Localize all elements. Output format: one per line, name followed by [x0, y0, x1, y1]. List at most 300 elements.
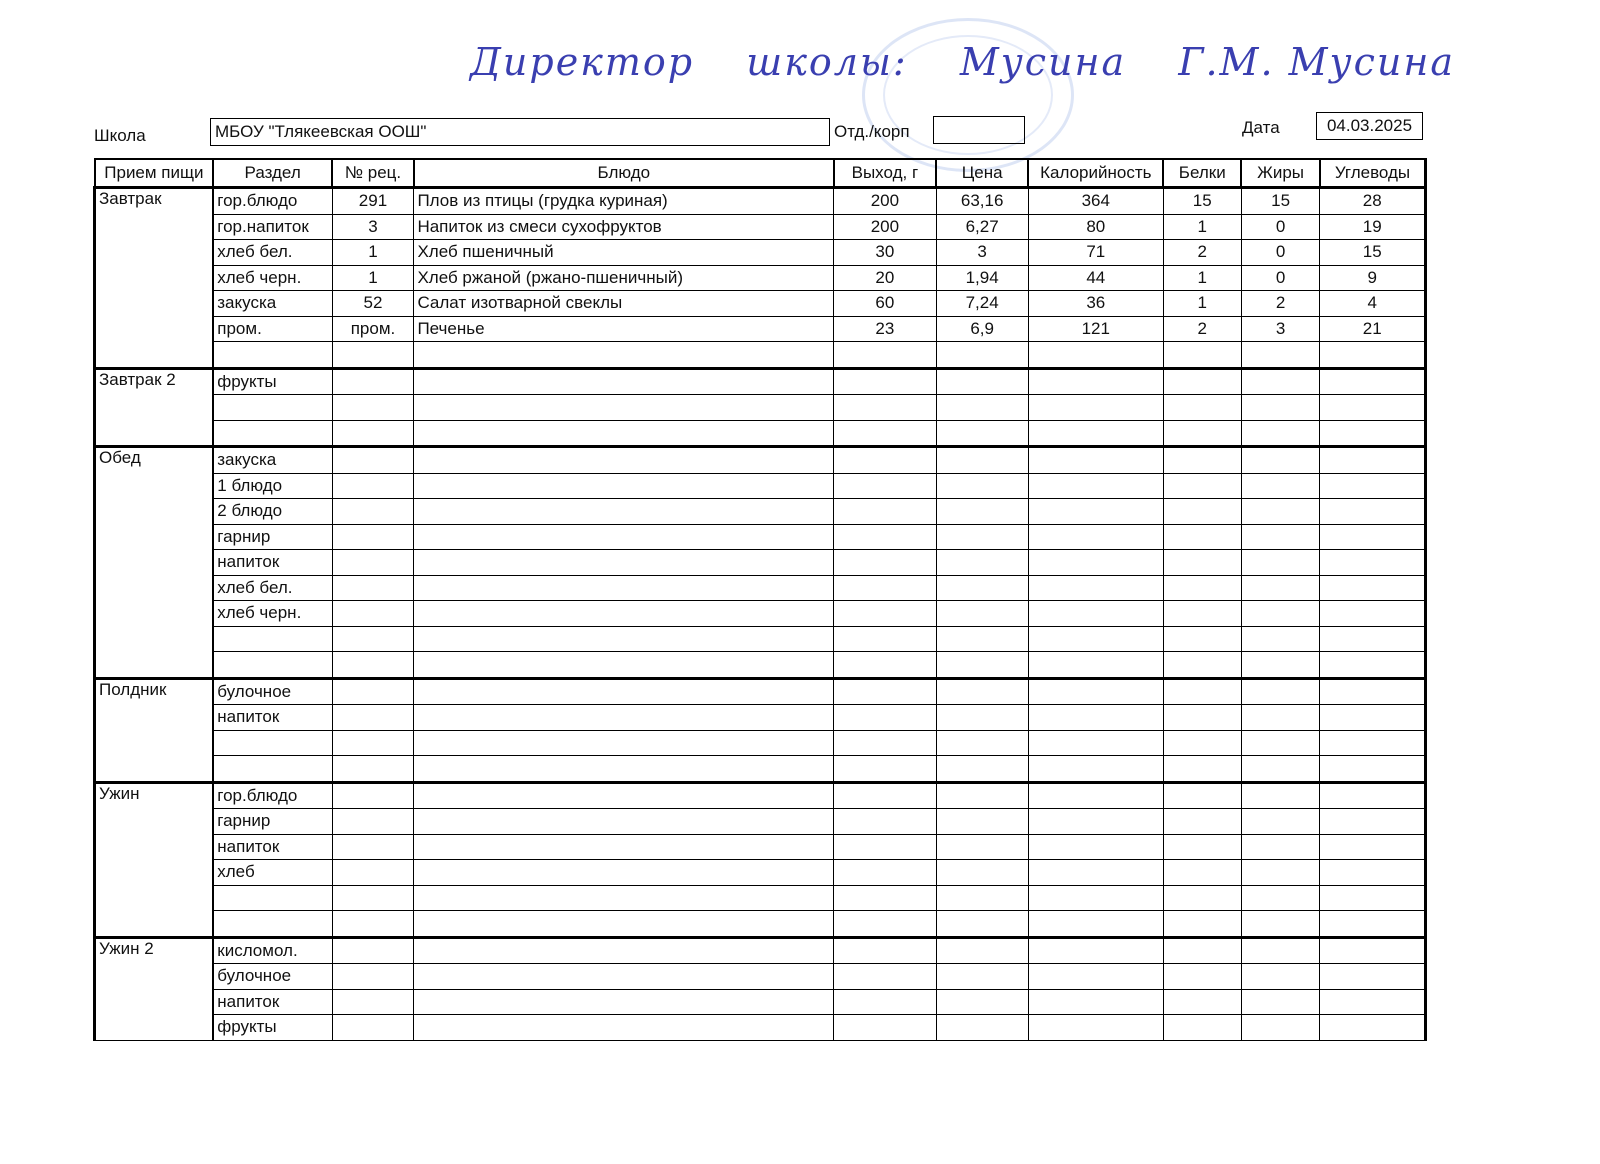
- fat-cell: [1241, 368, 1320, 395]
- dish-cell: [414, 524, 834, 550]
- fat-cell: [1241, 782, 1320, 809]
- carbs-cell: [1320, 652, 1426, 679]
- price-cell: [936, 575, 1028, 601]
- dish-cell: [414, 499, 834, 525]
- yield-cell: 200: [834, 188, 936, 215]
- meal-name-cell: Полдник: [95, 678, 214, 782]
- recipe-no-cell: [332, 860, 414, 886]
- fat-cell: 0: [1241, 265, 1320, 291]
- recipe-no-cell: 52: [332, 291, 414, 317]
- section-cell: пром.: [213, 316, 332, 342]
- calories-cell: [1028, 601, 1163, 627]
- price-cell: [936, 473, 1028, 499]
- recipe-no-cell: [332, 626, 414, 652]
- protein-cell: [1163, 911, 1241, 938]
- protein-cell: [1163, 964, 1241, 990]
- protein-cell: [1163, 342, 1241, 369]
- section-cell: [213, 730, 332, 756]
- col-header-fat: Жиры: [1241, 159, 1320, 188]
- yield-cell: [834, 756, 936, 783]
- yield-cell: [834, 705, 936, 731]
- price-cell: [936, 809, 1028, 835]
- fat-cell: [1241, 809, 1320, 835]
- carbs-cell: [1320, 834, 1426, 860]
- carbs-cell: [1320, 342, 1426, 369]
- carbs-cell: [1320, 499, 1426, 525]
- table-row: [95, 756, 1426, 783]
- table-row: [95, 911, 1426, 938]
- recipe-no-cell: [332, 395, 414, 421]
- carbs-cell: 19: [1320, 214, 1426, 240]
- price-cell: [936, 420, 1028, 447]
- section-cell: хлеб черн.: [213, 601, 332, 627]
- dish-cell: [414, 678, 834, 705]
- table-row: [95, 885, 1426, 911]
- section-cell: кисломол.: [213, 937, 332, 964]
- section-cell: булочное: [213, 678, 332, 705]
- price-cell: [936, 678, 1028, 705]
- signature-autograph: Мусина: [959, 40, 1127, 84]
- calories-cell: [1028, 705, 1163, 731]
- table-header-row: [95, 159, 1426, 188]
- table-row: [95, 809, 1426, 835]
- yield-cell: 200: [834, 214, 936, 240]
- section-cell: [213, 911, 332, 938]
- table-row: [95, 499, 1426, 525]
- calories-cell: [1028, 499, 1163, 525]
- table-row: [95, 652, 1426, 679]
- col-header-section: Раздел: [213, 159, 332, 188]
- calories-cell: [1028, 989, 1163, 1015]
- protein-cell: [1163, 705, 1241, 731]
- fat-cell: 2: [1241, 291, 1320, 317]
- meal-name-cell: Обед: [95, 447, 214, 679]
- calories-cell: [1028, 834, 1163, 860]
- protein-cell: [1163, 756, 1241, 783]
- table-row: [95, 550, 1426, 576]
- protein-cell: 1: [1163, 265, 1241, 291]
- calories-cell: [1028, 678, 1163, 705]
- section-cell: гарнир: [213, 524, 332, 550]
- school-label: Школа: [94, 126, 146, 145]
- protein-cell: 2: [1163, 240, 1241, 266]
- recipe-no-cell: [332, 705, 414, 731]
- carbs-cell: [1320, 395, 1426, 421]
- price-cell: [936, 860, 1028, 886]
- fat-cell: [1241, 473, 1320, 499]
- section-cell: гарнир: [213, 809, 332, 835]
- yield-cell: [834, 368, 936, 395]
- calories-cell: [1028, 782, 1163, 809]
- dish-cell: [414, 626, 834, 652]
- yield-cell: [834, 809, 936, 835]
- dish-cell: Салат изотварной свеклы: [414, 291, 834, 317]
- dish-cell: [414, 885, 834, 911]
- fat-cell: [1241, 705, 1320, 731]
- recipe-no-cell: [332, 911, 414, 938]
- section-cell: 2 блюдо: [213, 499, 332, 525]
- section-cell: [213, 626, 332, 652]
- section-cell: напиток: [213, 834, 332, 860]
- carbs-cell: 21: [1320, 316, 1426, 342]
- yield-cell: [834, 342, 936, 369]
- yield-cell: [834, 395, 936, 421]
- protein-cell: [1163, 678, 1241, 705]
- calories-cell: [1028, 860, 1163, 886]
- section-cell: напиток: [213, 705, 332, 731]
- protein-cell: [1163, 420, 1241, 447]
- yield-cell: [834, 678, 936, 705]
- yield-cell: [834, 964, 936, 990]
- dish-cell: [414, 989, 834, 1015]
- dish-cell: [414, 575, 834, 601]
- carbs-cell: [1320, 601, 1426, 627]
- table-row: [95, 265, 1426, 291]
- dish-cell: [414, 601, 834, 627]
- fat-cell: [1241, 652, 1320, 679]
- recipe-no-cell: [332, 601, 414, 627]
- dish-cell: [414, 911, 834, 938]
- fat-cell: [1241, 601, 1320, 627]
- carbs-cell: [1320, 575, 1426, 601]
- price-cell: [936, 368, 1028, 395]
- recipe-no-cell: пром.: [332, 316, 414, 342]
- recipe-no-cell: [332, 809, 414, 835]
- fat-cell: [1241, 989, 1320, 1015]
- table-row: [95, 626, 1426, 652]
- section-cell: [213, 652, 332, 679]
- table-row: [95, 575, 1426, 601]
- carbs-cell: [1320, 1015, 1426, 1041]
- signature-school: школы:: [746, 40, 908, 84]
- carbs-cell: [1320, 447, 1426, 474]
- calories-cell: 80: [1028, 214, 1163, 240]
- fat-cell: [1241, 964, 1320, 990]
- calories-cell: 44: [1028, 265, 1163, 291]
- section-cell: фрукты: [213, 368, 332, 395]
- price-cell: 1,94: [936, 265, 1028, 291]
- section-cell: закуска: [213, 447, 332, 474]
- section-cell: [213, 342, 332, 369]
- yield-cell: 20: [834, 265, 936, 291]
- protein-cell: [1163, 1015, 1241, 1041]
- carbs-cell: [1320, 756, 1426, 783]
- section-cell: напиток: [213, 989, 332, 1015]
- recipe-no-cell: [332, 368, 414, 395]
- section-cell: хлеб черн.: [213, 265, 332, 291]
- calories-cell: [1028, 368, 1163, 395]
- yield-cell: [834, 447, 936, 474]
- calories-cell: [1028, 342, 1163, 369]
- yield-cell: [834, 885, 936, 911]
- carbs-cell: [1320, 420, 1426, 447]
- table-row: [95, 240, 1426, 266]
- protein-cell: [1163, 834, 1241, 860]
- price-cell: 63,16: [936, 188, 1028, 215]
- recipe-no-cell: [332, 499, 414, 525]
- price-cell: 3: [936, 240, 1028, 266]
- fat-cell: 3: [1241, 316, 1320, 342]
- protein-cell: [1163, 652, 1241, 679]
- protein-cell: [1163, 550, 1241, 576]
- recipe-no-cell: 291: [332, 188, 414, 215]
- recipe-no-cell: [332, 989, 414, 1015]
- protein-cell: [1163, 499, 1241, 525]
- dish-cell: [414, 447, 834, 474]
- fat-cell: [1241, 911, 1320, 938]
- recipe-no-cell: [332, 678, 414, 705]
- table-row: [95, 678, 1426, 705]
- col-header-protein: Белки: [1163, 159, 1241, 188]
- price-cell: [936, 834, 1028, 860]
- section-cell: гор.напиток: [213, 214, 332, 240]
- price-cell: [936, 937, 1028, 964]
- calories-cell: [1028, 756, 1163, 783]
- protein-cell: [1163, 601, 1241, 627]
- calories-cell: [1028, 575, 1163, 601]
- carbs-cell: 4: [1320, 291, 1426, 317]
- carbs-cell: [1320, 911, 1426, 938]
- dish-cell: Печенье: [414, 316, 834, 342]
- yield-cell: 23: [834, 316, 936, 342]
- carbs-cell: 15: [1320, 240, 1426, 266]
- calories-cell: [1028, 885, 1163, 911]
- section-cell: булочное: [213, 964, 332, 990]
- col-header-recipe-no: № рец.: [332, 159, 414, 188]
- section-cell: хлеб: [213, 860, 332, 886]
- protein-cell: 15: [1163, 188, 1241, 215]
- table-row: [95, 291, 1426, 317]
- meal-name-cell: Ужин 2: [95, 937, 214, 1040]
- table-row: [95, 188, 1426, 215]
- table-row: [95, 834, 1426, 860]
- calories-cell: [1028, 420, 1163, 447]
- calories-cell: [1028, 473, 1163, 499]
- carbs-cell: [1320, 809, 1426, 835]
- yield-cell: [834, 626, 936, 652]
- table-row: [95, 782, 1426, 809]
- yield-cell: [834, 860, 936, 886]
- meal-name-cell: Ужин: [95, 782, 214, 937]
- price-cell: [936, 989, 1028, 1015]
- date-field[interactable]: 04.03.2025: [1316, 112, 1423, 140]
- calories-cell: 36: [1028, 291, 1163, 317]
- dish-cell: [414, 730, 834, 756]
- dish-cell: [414, 420, 834, 447]
- table-row: [95, 524, 1426, 550]
- section-cell: 1 блюдо: [213, 473, 332, 499]
- table-row: [95, 860, 1426, 886]
- signature-title: Директор: [470, 40, 695, 84]
- school-field[interactable]: МБОУ "Тлякеевская ООШ": [210, 118, 830, 146]
- carbs-cell: [1320, 626, 1426, 652]
- yield-cell: [834, 601, 936, 627]
- calories-cell: [1028, 809, 1163, 835]
- table-row: [95, 730, 1426, 756]
- col-header-yield: Выход, г: [834, 159, 936, 188]
- fat-cell: [1241, 1015, 1320, 1041]
- yield-cell: [834, 524, 936, 550]
- section-cell: напиток: [213, 550, 332, 576]
- protein-cell: 2: [1163, 316, 1241, 342]
- price-cell: [936, 705, 1028, 731]
- price-cell: 6,9: [936, 316, 1028, 342]
- dish-cell: Плов из птицы (грудка куриная): [414, 188, 834, 215]
- price-cell: [936, 885, 1028, 911]
- dish-cell: [414, 1015, 834, 1041]
- carbs-cell: [1320, 885, 1426, 911]
- carbs-cell: [1320, 678, 1426, 705]
- price-cell: [936, 964, 1028, 990]
- carbs-cell: [1320, 964, 1426, 990]
- protein-cell: [1163, 809, 1241, 835]
- carbs-cell: [1320, 473, 1426, 499]
- dish-cell: [414, 342, 834, 369]
- protein-cell: 1: [1163, 214, 1241, 240]
- fat-cell: 0: [1241, 214, 1320, 240]
- yield-cell: [834, 1015, 936, 1041]
- col-header-calories: Калорийность: [1028, 159, 1163, 188]
- price-cell: [936, 524, 1028, 550]
- recipe-no-cell: [332, 447, 414, 474]
- carbs-cell: [1320, 368, 1426, 395]
- recipe-no-cell: [332, 937, 414, 964]
- section-cell: закуска: [213, 291, 332, 317]
- price-cell: [936, 782, 1028, 809]
- carbs-cell: [1320, 550, 1426, 576]
- recipe-no-cell: [332, 550, 414, 576]
- yield-cell: [834, 937, 936, 964]
- protein-cell: [1163, 473, 1241, 499]
- calories-cell: [1028, 964, 1163, 990]
- table-row: [95, 473, 1426, 499]
- fat-cell: 15: [1241, 188, 1320, 215]
- dish-cell: [414, 809, 834, 835]
- price-cell: [936, 447, 1028, 474]
- recipe-no-cell: [332, 652, 414, 679]
- protein-cell: [1163, 730, 1241, 756]
- col-header-meal: Прием пищи: [95, 159, 214, 188]
- yield-cell: [834, 782, 936, 809]
- calories-cell: [1028, 626, 1163, 652]
- table-row: [95, 316, 1426, 342]
- yield-cell: 60: [834, 291, 936, 317]
- dept-field[interactable]: [933, 116, 1025, 144]
- dish-cell: [414, 834, 834, 860]
- carbs-cell: [1320, 782, 1426, 809]
- table-row: [95, 1015, 1426, 1041]
- dish-cell: [414, 964, 834, 990]
- meal-name-cell: Завтрак: [95, 188, 214, 369]
- section-cell: гор.блюдо: [213, 782, 332, 809]
- dish-cell: [414, 782, 834, 809]
- table-row: [95, 447, 1426, 474]
- price-cell: [936, 1015, 1028, 1041]
- calories-cell: [1028, 524, 1163, 550]
- calories-cell: 71: [1028, 240, 1163, 266]
- carbs-cell: [1320, 730, 1426, 756]
- fat-cell: [1241, 342, 1320, 369]
- fat-cell: [1241, 524, 1320, 550]
- price-cell: [936, 601, 1028, 627]
- recipe-no-cell: [332, 756, 414, 783]
- fat-cell: [1241, 420, 1320, 447]
- carbs-cell: [1320, 524, 1426, 550]
- dish-cell: [414, 756, 834, 783]
- calories-cell: [1028, 937, 1163, 964]
- carbs-cell: 28: [1320, 188, 1426, 215]
- table-row: [95, 368, 1426, 395]
- section-cell: гор.блюдо: [213, 188, 332, 215]
- dish-cell: [414, 937, 834, 964]
- price-cell: [936, 911, 1028, 938]
- dept-label: Отд./корп: [834, 122, 910, 141]
- meal-name-cell: Завтрак 2: [95, 368, 214, 447]
- table-row: [95, 342, 1426, 369]
- calories-cell: 364: [1028, 188, 1163, 215]
- dish-cell: Напиток из смеси сухофруктов: [414, 214, 834, 240]
- protein-cell: [1163, 447, 1241, 474]
- protein-cell: [1163, 937, 1241, 964]
- yield-cell: [834, 575, 936, 601]
- dish-cell: [414, 705, 834, 731]
- dish-cell: Хлеб ржаной (ржано-пшеничный): [414, 265, 834, 291]
- calories-cell: [1028, 550, 1163, 576]
- table-row: [95, 420, 1426, 447]
- fat-cell: [1241, 575, 1320, 601]
- yield-cell: [834, 550, 936, 576]
- recipe-no-cell: [332, 342, 414, 369]
- recipe-no-cell: [332, 834, 414, 860]
- table-row: [95, 964, 1426, 990]
- protein-cell: [1163, 524, 1241, 550]
- calories-cell: [1028, 911, 1163, 938]
- protein-cell: [1163, 989, 1241, 1015]
- recipe-no-cell: [332, 420, 414, 447]
- recipe-no-cell: [332, 782, 414, 809]
- calories-cell: [1028, 652, 1163, 679]
- price-cell: [936, 756, 1028, 783]
- section-cell: хлеб бел.: [213, 575, 332, 601]
- dish-cell: Хлеб пшеничный: [414, 240, 834, 266]
- recipe-no-cell: [332, 730, 414, 756]
- fat-cell: [1241, 885, 1320, 911]
- col-header-price: Цена: [936, 159, 1028, 188]
- dish-cell: [414, 652, 834, 679]
- yield-cell: [834, 420, 936, 447]
- recipe-no-cell: [332, 964, 414, 990]
- fat-cell: [1241, 626, 1320, 652]
- recipe-no-cell: [332, 575, 414, 601]
- price-cell: [936, 499, 1028, 525]
- yield-cell: [834, 499, 936, 525]
- protein-cell: [1163, 782, 1241, 809]
- fat-cell: [1241, 834, 1320, 860]
- section-cell: хлеб бел.: [213, 240, 332, 266]
- fat-cell: [1241, 395, 1320, 421]
- calories-cell: [1028, 395, 1163, 421]
- menu-table: [93, 158, 1427, 1041]
- carbs-cell: [1320, 937, 1426, 964]
- col-header-dish: Блюдо: [414, 159, 834, 188]
- carbs-cell: [1320, 705, 1426, 731]
- price-cell: [936, 652, 1028, 679]
- fat-cell: [1241, 447, 1320, 474]
- fat-cell: [1241, 550, 1320, 576]
- protein-cell: [1163, 626, 1241, 652]
- fat-cell: [1241, 937, 1320, 964]
- protein-cell: [1163, 395, 1241, 421]
